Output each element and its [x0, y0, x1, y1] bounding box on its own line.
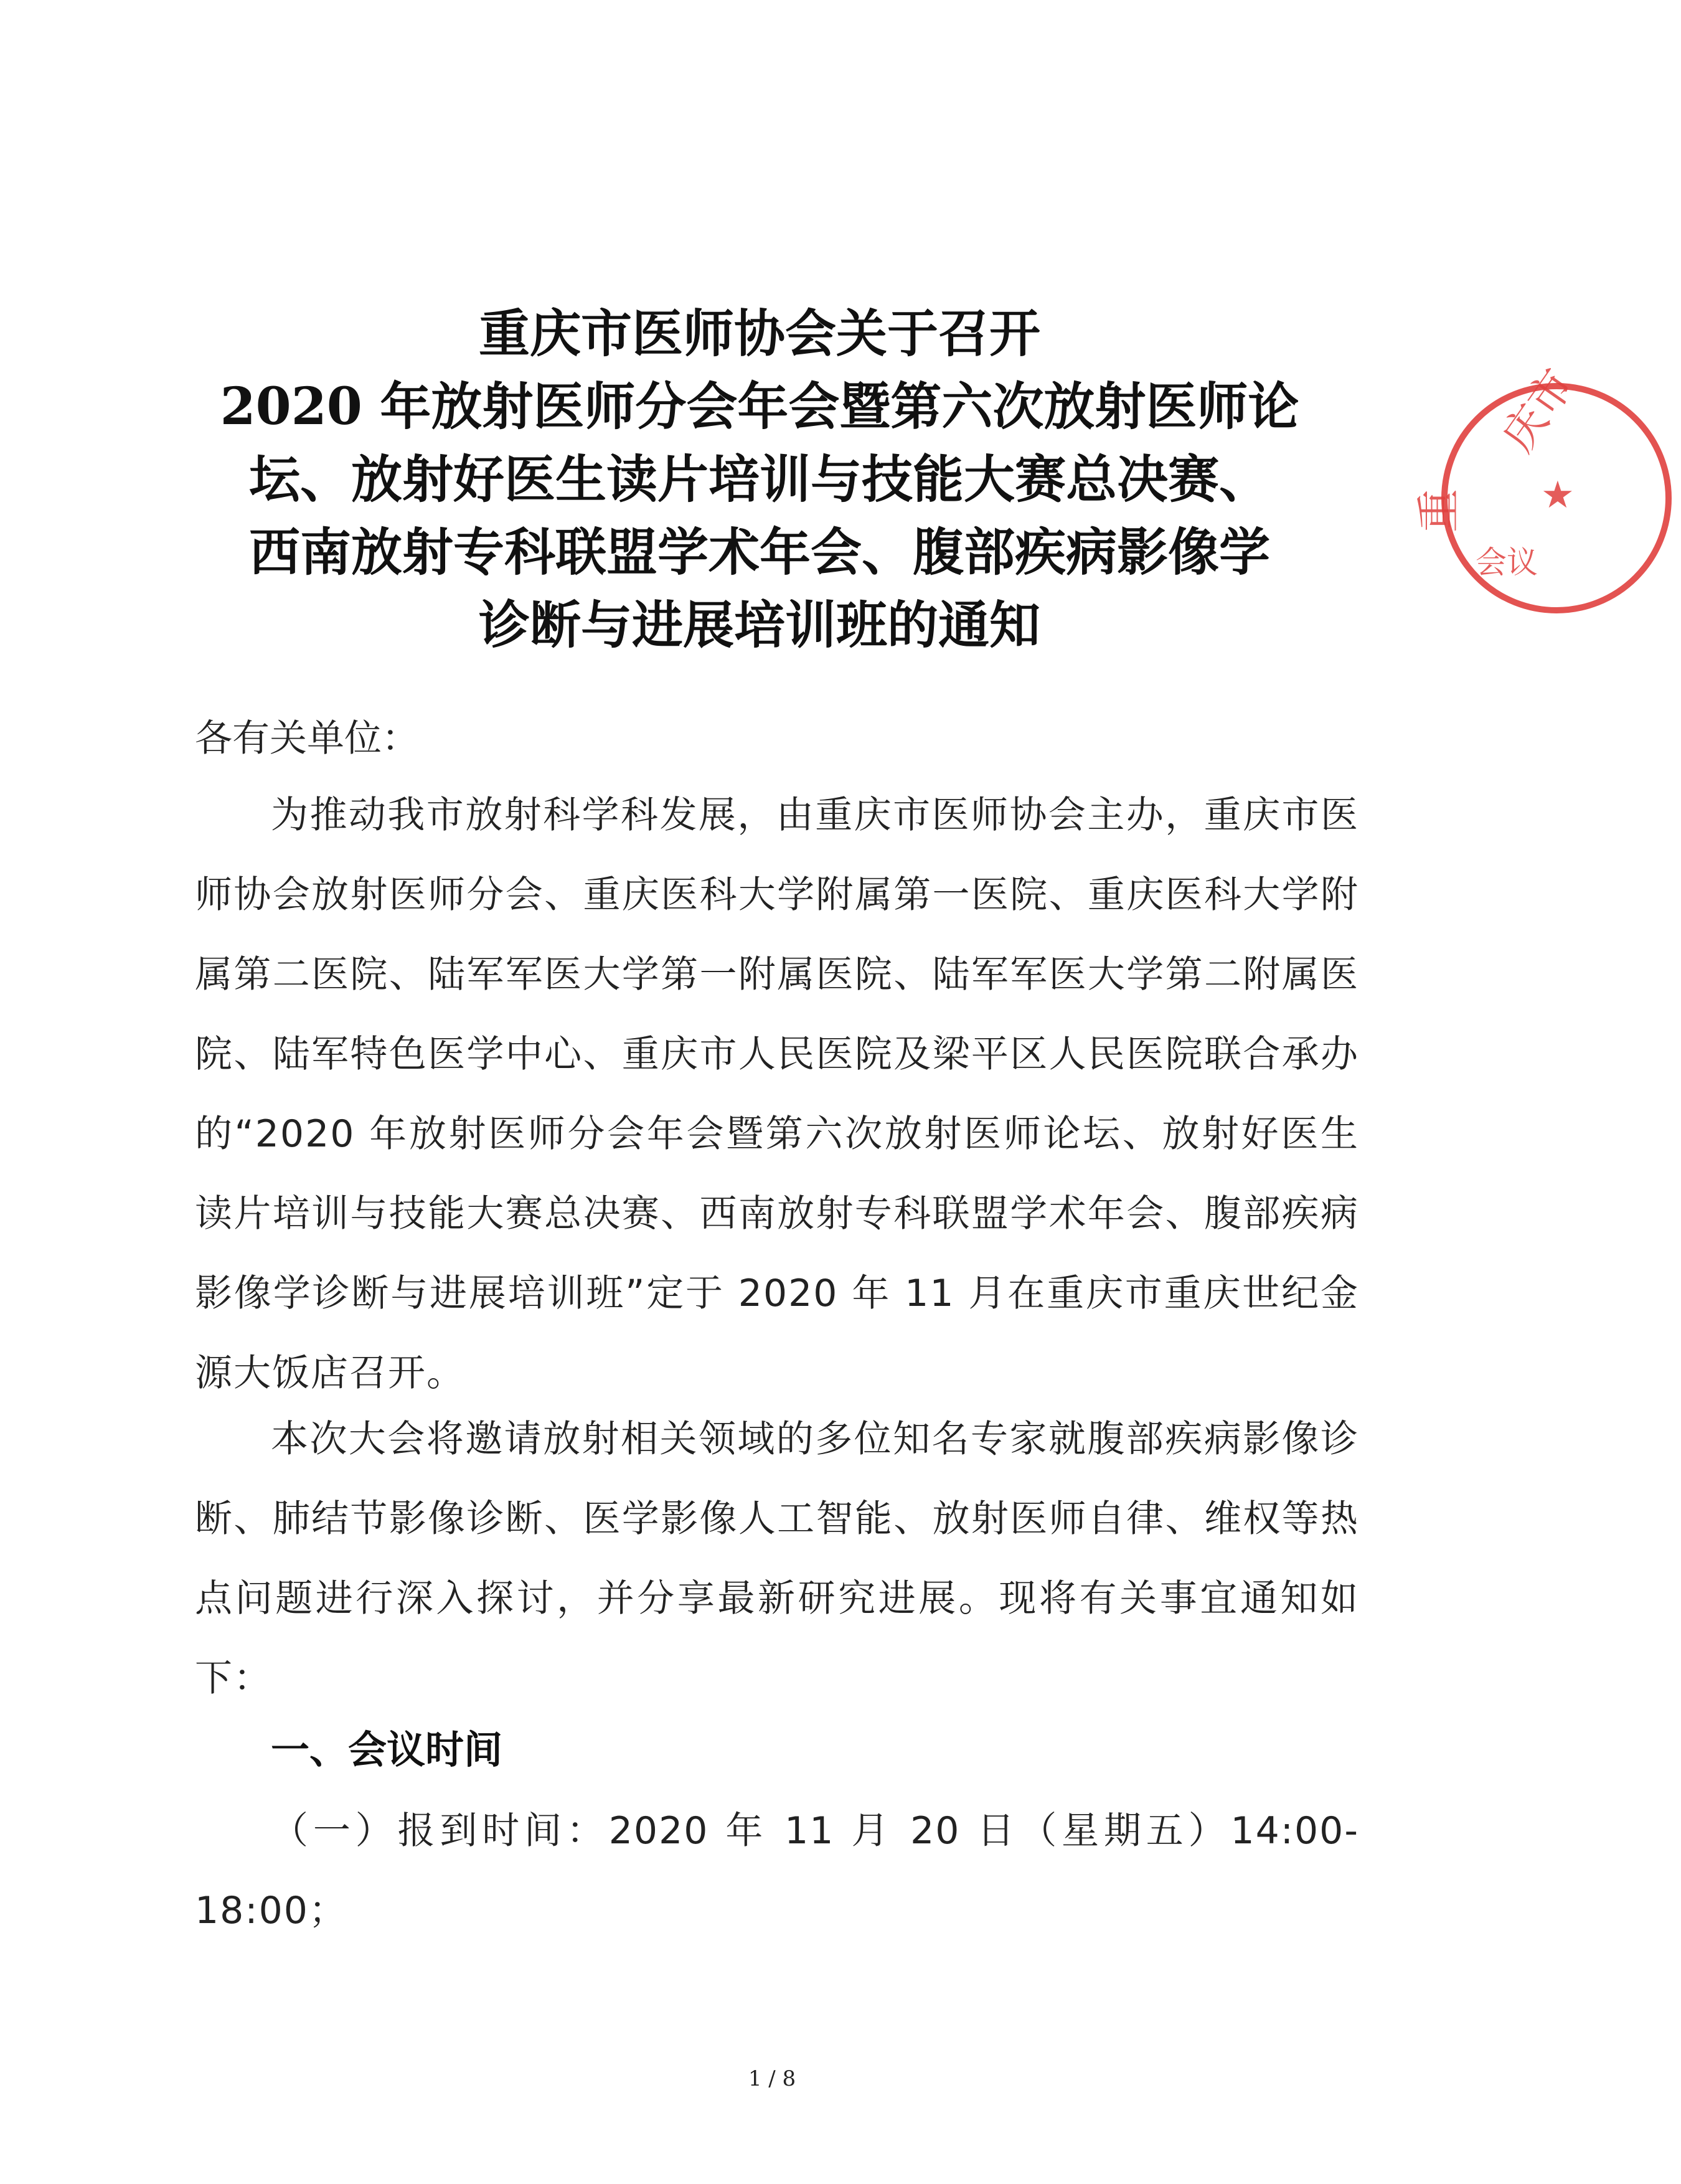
- svg-text:重: 重: [1413, 489, 1464, 532]
- document-title: [187, 298, 1332, 662]
- svg-text:★: ★: [1541, 473, 1575, 517]
- page-number: 1 / 8: [748, 2066, 796, 2091]
- section-heading-meeting-time: 一、会议时间: [271, 1727, 503, 1772]
- registration-time-item: （一）报到时间：2020 年 11 月 20 日（星期五）14:00-18:00；: [195, 1809, 1359, 1932]
- title-line-2: 2020 年放射医师分会年会暨第六次放射医师论: [220, 377, 1299, 437]
- salutation: 各有关单位：: [195, 717, 419, 760]
- title-line-4: 西南放射专科联盟学术年会、腹部疾病影像学: [248, 522, 1270, 582]
- svg-text:会议: 会议: [1476, 544, 1538, 580]
- svg-text:庆市: 庆市: [1492, 360, 1584, 461]
- official-seal-stamp: [1413, 360, 1681, 623]
- title-line-5: 诊断与进展培训班的通知: [478, 595, 1040, 655]
- paragraph-intro: 为推动我市放射科学科发展，由重庆市医师协会主办，重庆市医师协会放射医师分会、重庆医科大学附属第一医院、重庆医科大学附属第二医院、陆军军医大学第一附属医院、陆军军医大学第二附属医院、陆军特色医学中心、重庆市人民医院及梁平区人民医院联合承办的“2020 年放射医师分会年会暨第六次放射医师论坛、放射好医生读片培训与技能大赛总决赛、西南放射专科联盟学术年会、腹部疾病影像学诊断与进展培训班”定于 2020 年 11 月在重庆市重庆世纪金源大饭店召开。: [195, 793, 1359, 1395]
- paragraph-agenda: 本次大会将邀请放射相关领域的多位知名专家就腹部疾病影像诊断、肺结节影像诊断、医学影像人工智能、放射医师自律、维权等热点问题进行深入探讨，并分享最新研究进展。现将有关事宜通知如下：: [195, 1417, 1359, 1700]
- title-line-1: 重庆市医师协会关于召开: [478, 304, 1040, 364]
- title-line-3: 坛、放射好医生读片培训与技能大赛总决赛、: [248, 450, 1270, 509]
